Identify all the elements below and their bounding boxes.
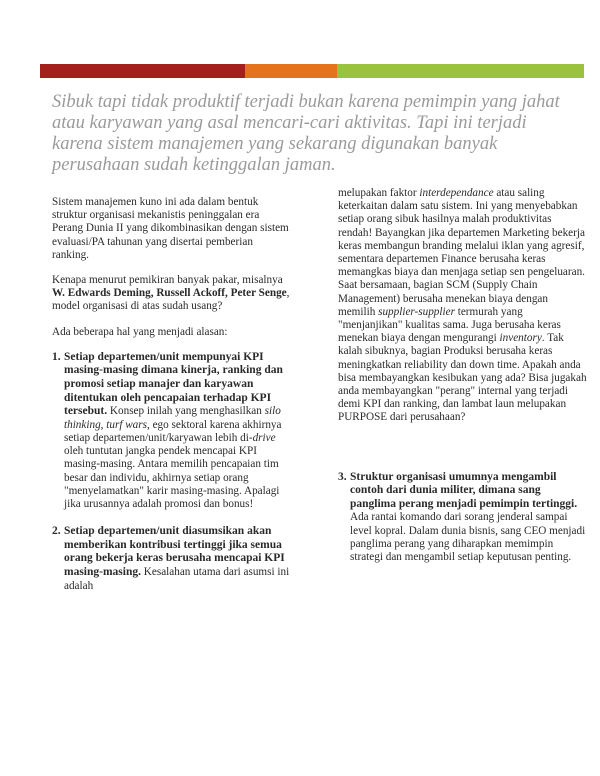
list-item: 1. Setiap departemen/unit mempunyai KPI masing-masing dimana kinerja, ranking dan promosi setiap manajer dan karyawan ditentukan oleh pencapaian terhadap KPI tersebut. Konsep inilah yang menghasilkan silo thinking, turf wars, ego sektoral karena akhirnya setiap departemen/unit/karyawan lebih di-drive oleh tuntutan jangka pendek mencapai KPI masing-masing. Antara memilih pencapaian tim besar dan individu, akhirnya setiap orang "menyelamatkan" karir masing-masing. Apalagi jika urusannya adalah promosi dan bonus! xyxy=(52,350,283,511)
list-item-title: Setiap departemen/unit mempunyai KPI masing-masing dimana kinerja, ranking dan promosi setiap manajer dan karyawan ditentukan oleh pencapaian terhadap KPI tersebut. xyxy=(64,350,283,418)
question-paragraph: Kenapa menurut pemikiran banyak pakar, misalnya W. Edwards Deming, Russell Ackoff, Peter Senge, model organisasi di atas sudah usang? xyxy=(52,274,290,313)
lead-paragraph: Sibuk tapi tidak produktif terjadi bukan karena pemimpin yang jahat atau karyawan yang asal mencari-cari aktivitas. Tapi ini terjadi karena sistem manajemen yang sekarang digunakan banyak perusahaan sudah ketinggalan jaman. xyxy=(52,92,560,175)
list-item: 2. Setiap departemen/unit diasumsikan akan memberikan kontribusi tertinggi jika semua orang bekerja keras berusaha mencapai KPI masing-masing. Kesalahan utama dari asumsi ini adalah xyxy=(52,525,290,592)
list-number: 3. xyxy=(338,470,347,483)
expert-names: W. Edwards Deming, Russell Ackoff, Peter Senge xyxy=(52,287,287,300)
intro-paragraph: Sistem manajemen kuno ini ada dalam bentuk struktur organisasi mekanistis peninggalan era Perang Dunia II yang dikombinasikan dengan sistem evaluasi/PA tahunan yang disertai pemberian ranking. xyxy=(52,196,289,261)
color-bar-orange xyxy=(245,64,337,78)
list-item-title: Struktur organisasi umumnya mengambil contoh dari dunia militer, dimana sang panglima perang menjadi pemimpin tertinggi. xyxy=(350,470,578,510)
color-bar-green xyxy=(337,64,584,78)
right-column xyxy=(338,187,588,578)
list-item: 3. Struktur organisasi umumnya mengambil contoh dari dunia militer, dimana sang panglima perang menjadi pemimpin tertinggi. Ada rantai komando dari sorang jenderal sampai level kopral. Dalam dunia bisnis, sang CEO menjadi panglima perang yang diharapkan memimpin strategi dan mengambil setiap keputusan penting. xyxy=(338,470,586,564)
list-number: 1. xyxy=(52,350,61,363)
reasons-intro: Ada beberapa hal yang menjadi alasan: xyxy=(52,325,228,338)
color-bar-red xyxy=(40,64,245,78)
list-item-title: Setiap departemen/unit diasumsikan akan memberikan kontribusi tertinggi jika semua orang bekerja keras berusaha mencapai KPI masing-masing. xyxy=(64,525,285,578)
left-column xyxy=(52,196,290,607)
list-number: 2. xyxy=(52,525,61,538)
continuation-paragraph: melupakan faktor interdependance atau saling keterkaitan dalam satu sistem. Ini yang menyebabkan setiap orang sibuk hasilnya malah produktivitas rendah! Bayangkan jika departemen Marketing bekerja keras membangun branding melalui iklan yang agresif, sementara departemen Finance berusaha keras memangkas biaya dan menjaga setiap sen pengeluaran. Saat bersamaan, bagian SCM (Supply Chain Management) berusaha menekan biaya dengan memilih supplier-supplier termurah yang "menjanjikan" kualitas sama. Juga berusaha keras menekan biaya dengan mengurangi inventory. Tak kalah sibuknya, bagian Produksi berusaha keras meningkatkan reliability dan down time. Apakah anda bisa membayangkan kesibukan yang ada? Bisa jugakah anda membayangkan "perang" internal yang terjadi demi KPI dan ranking, dan lambat laun melupakan PURPOSE dari perusahaan? xyxy=(338,187,587,424)
